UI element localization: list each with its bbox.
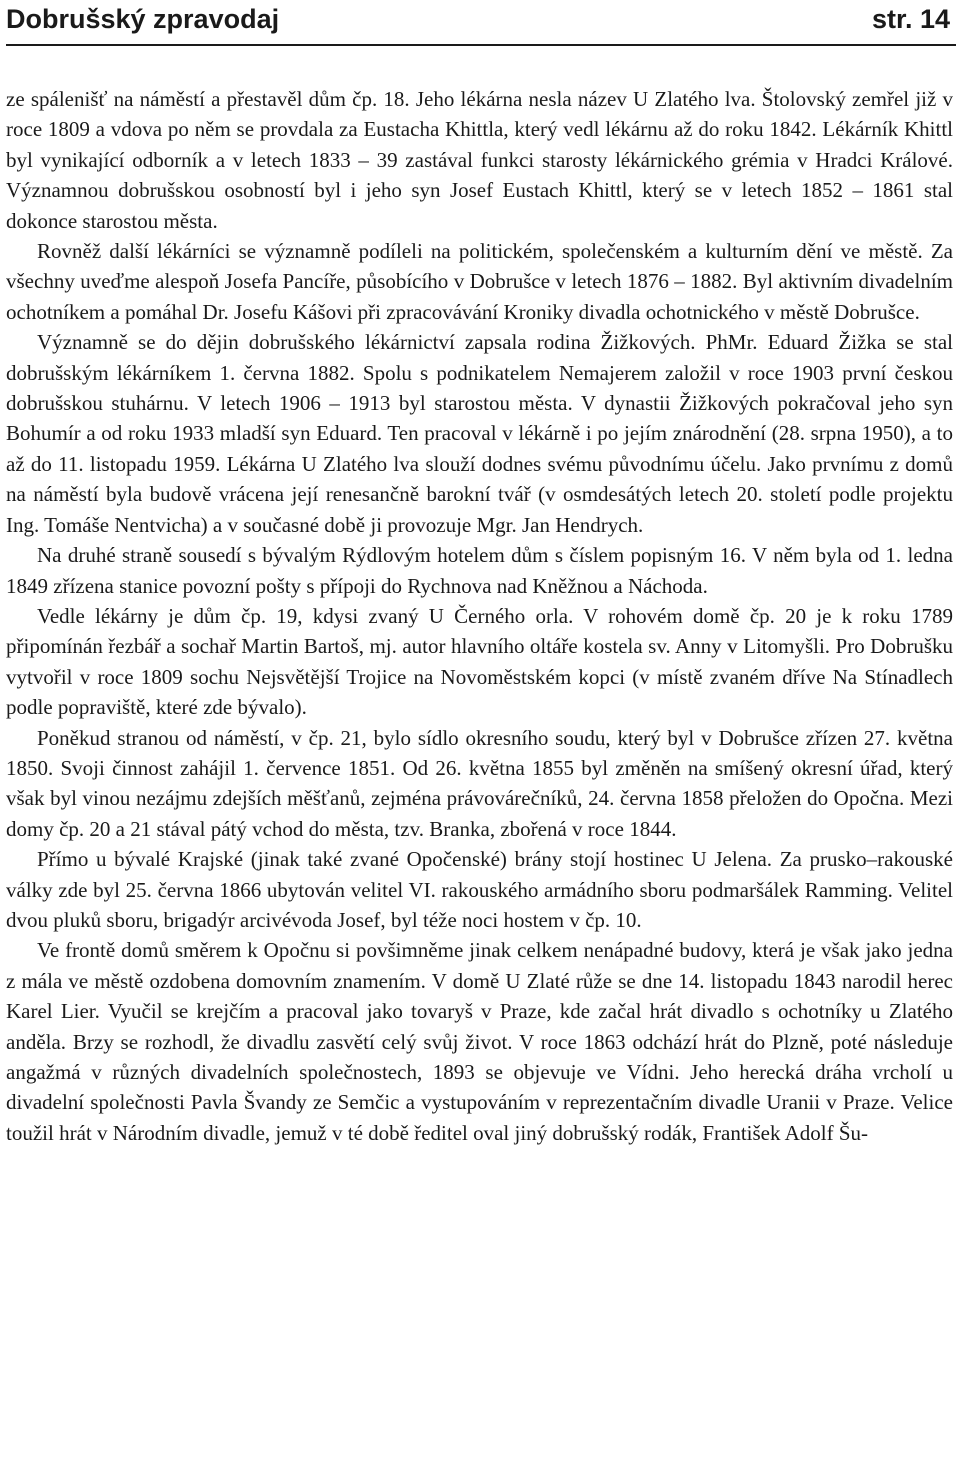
paragraph: Rovněž další lékárníci se významně podíleli na politickém, společenském a kulturním dění ve městě. Za všechny uveďme alespoň Josefa Pancíře, působícího v Dobrušce v letech 1876 – 1882. Byl aktivním divadelním ochotníkem a pomáhal Dr. Josefu Kášovi při zpracovávání Kroniky divadla ochotnického v městě Dobrušce. (6, 239, 953, 324)
page-number: str. 14 (871, 4, 950, 34)
paragraph: Významně se do dějin dobrušského lékárnictví zapsala rodina Žižkových. PhMr. Eduard Žižka se stal dobrušským lékárníkem 1. června 1882. Spolu s podnikatelem Nemajerem založil v roce 1903 první českou dobrušskou stuhárnu. V letech 1906 – 1913 byl starostou města. V dynastii Žižkových pokračoval jeho syn Bohumír a od roku 1933 mladší syn Eduard. Ten pracoval v lékárně i po jejím znárodnění (28. srpna 1950), a to až do 11. listopadu 1959. Lékárna U Zlatého lva slouží dodnes svému původnímu účelu. Jako prvnímu z domů na náměstí byla budově vrácena její renesančně barokní tvář (v osmdesátých letech 20. století podle projektu Ing. Tomáše Nentvicha) a v současné době ji provozuje Mgr. Jan Hendrych. (6, 330, 953, 537)
header-rule (6, 44, 956, 46)
paragraph: ze spálenišť na náměstí a přestavěl dům čp. 18. Jeho lékárna nesla název U Zlatého lva. Štolovský zemřel již v roce 1809 a vdova po něm se provdala za Eustacha Khittla, který vedl lékárnu až do roku 1842. Lékárník Khittl byl vynikající odborník a v letech 1833 – 39 zastával funkci starosty lékárnického grémia v Hradci Králové. Významnou dobrušskou osobností byl i jeho syn Josef Eustach Khittl, který se v letech 1852 – 1861 stal dokonce starostou města. (6, 87, 953, 233)
page-header (6, 0, 950, 44)
article-body (6, 84, 953, 1148)
paragraph: Vedle lékárny je dům čp. 19, kdysi zvaný U Černého orla. V rohovém domě čp. 20 je k roku 1789 připomínán řezbář a sochař Martin Bartoš, mj. autor hlavního oltáře kostela sv. Anny v Litomyšli. Pro Dobrušku vytvořil v roce 1809 sochu Nejsvětější Trojice na Novoměstském kopci (v místě zvaném dříve Na Stínadlech podle popraviště, které zde bývalo). (6, 603, 953, 720)
paragraph: Přímo u bývalé Krajské (jinak také zvané Opočenské) brány stojí hostinec U Jelena. Za prusko–rakouské války zde byl 25. června 1866 ubytován velitel VI. rakouského armádního sboru podmaršálek Ramming. Velitel dvou pluků sboru, brigadýr arcivévoda Josef, byl téže noci hostem v čp. 10. (6, 847, 953, 932)
paragraph: Poněkud stranou od náměstí, v čp. 21, bylo sídlo okresního soudu, který byl v Dobrušce zřízen 27. května 1850. Svoji činnost zahájil 1. července 1851. Od 26. května 1855 byl změněn na smíšený okresní úřad, který však byl vinou nezájmu zdejších měšťanů, zejména právovárečníků, 24. června 1858 přeložen do Opočna. Mezi domy čp. 20 a 21 stával pátý vchod do města, tzv. Branka, zbořená v roce 1844. (6, 725, 953, 841)
paragraph: Na druhé straně sousedí s bývalým Rýdlovým hotelem dům s číslem popisným 16. V něm byla od 1. ledna 1849 zřízena stanice povozní pošty s přípoji do Rychnova nad Kněžnou a Náchoda. (6, 543, 953, 598)
paragraph: Ve frontě domů směrem k Opočnu si povšimněme jinak celkem nenápadné budovy, která je však jako jedna z mála ve městě ozdobena domovním znamením. V domě U Zlaté růže se dne 14. listopadu 1843 narodil herec Karel Lier. Vyučil se krejčím a pracoval jako tovaryš v Praze, kde začal hrát divadlo s ochotníky u Zlatého anděla. Brzy se rozhodl, že divadlu zasvětí celý svůj život. V roce 1863 odchází hrát do Plzně, poté následuje angažmá v různých divadelních společnostech, 1893 se objevuje ve Vídni. Jeho herecká dráha vrcholí u divadelní společnosti Pavla Švandy ze Semčic a vystupováním v reprezentačním divadle Uranii v Praze. Velice toužil hrát v Národním divadle, jemuž v té době ředitel oval jiný dobrušský rodák, František Adolf Šu- (6, 938, 953, 1145)
newsletter-title: Dobrušský zpravodaj (6, 4, 280, 34)
